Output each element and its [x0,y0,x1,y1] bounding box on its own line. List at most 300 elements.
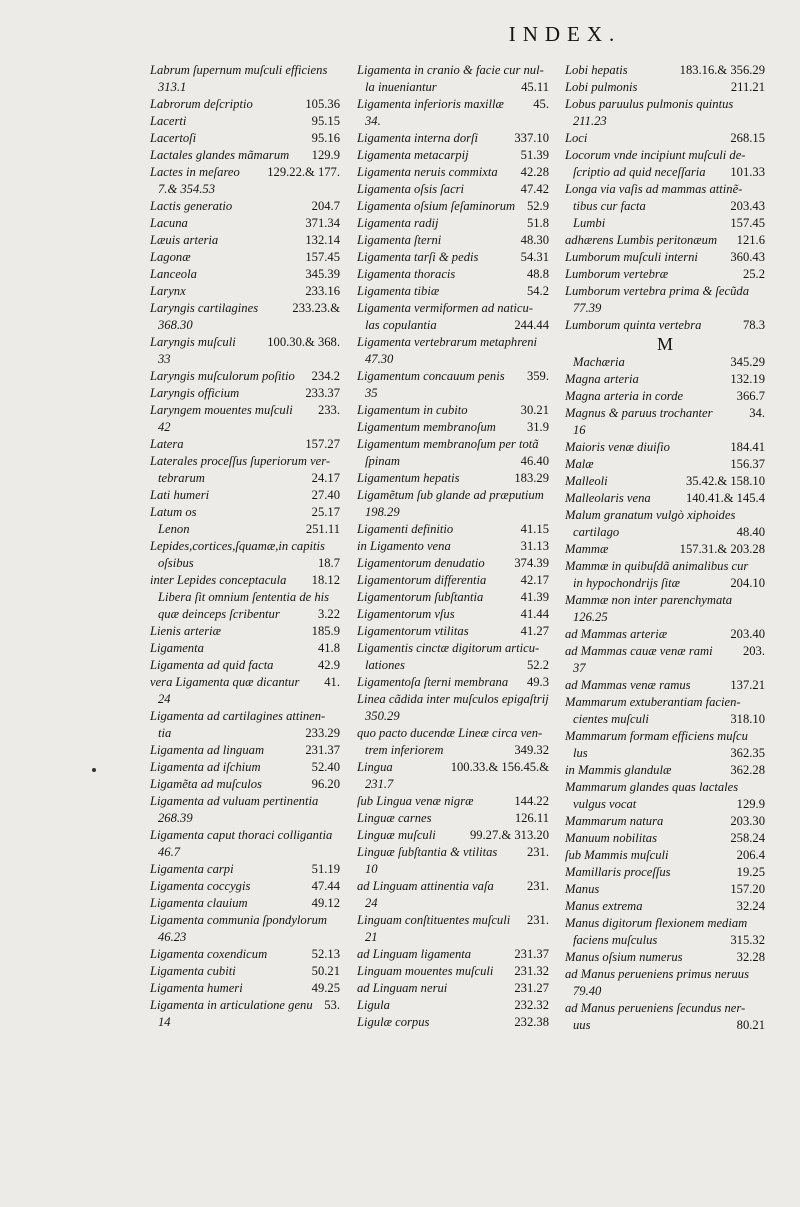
entry-reference: 362.28 [730,763,765,777]
entry-reference: 183.29 [514,471,549,485]
index-entry [357,725,549,742]
entry-reference: 52.13 [311,947,340,961]
entry-reference: 366.7 [736,389,765,403]
index-entry-continuation [357,776,549,793]
entry-term: 35 [365,386,378,400]
index-entry [150,742,340,759]
entry-reference: 203.43 [730,199,765,213]
entry-term: Ligamenta vertebrarum metaphreni [357,335,538,349]
entry-term: quo pacto ducendæ Lineæ circa ven- [357,726,543,740]
entry-reference: 41.15 [520,522,549,536]
index-column-1 [150,62,340,1031]
entry-term: Læuis arteria [150,233,219,247]
entry-reference: 258.24 [730,831,765,845]
entry-reference: 32.28 [736,950,765,964]
entry-term: Ligamentum hepatis [357,471,460,485]
index-entry [150,164,340,181]
index-entry [150,861,340,878]
index-entry-continuation [565,983,765,1000]
index-entry-continuation [357,657,549,674]
entry-reference: 156.37 [730,457,765,471]
index-entry [150,130,340,147]
index-entry-continuation [565,711,765,728]
index-entry [357,793,549,810]
index-entry [565,813,765,830]
entry-reference: 30.21 [520,403,549,417]
entry-term: Ligamenta vermiformen ad naticu- [357,301,533,315]
index-entry [357,232,549,249]
index-entry [565,371,765,388]
entry-reference: 34. [749,406,765,420]
entry-term: in hypochondrijs ſitæ [573,576,681,590]
index-entry [357,96,549,113]
index-entry [150,997,340,1014]
entry-term: 24 [158,692,171,706]
index-entry-continuation [565,215,765,232]
entry-reference: 31.13 [520,539,549,553]
entry-term: las copulantia [365,318,437,332]
entry-term: ad Mammas venæ ramus [565,678,691,692]
entry-term: vulgus vocat [573,797,637,811]
entry-reference: 18.7 [317,556,340,570]
index-entry [565,147,765,164]
entry-term: Ligamenta coxendicum [150,947,268,961]
index-entry [357,283,549,300]
entry-term: Lumborum vertebra prima & ſecũda [565,284,749,298]
index-entry-continuation [565,164,765,181]
entry-term: Ligamentis cinctæ digitorum articu- [357,641,540,655]
index-entry [565,266,765,283]
entry-term: ſub Mammis muſculi [565,848,669,862]
index-entry [565,728,765,745]
index-entry [150,912,340,929]
entry-reference: 345.39 [305,267,340,281]
index-entry [150,300,340,317]
entry-term: Laryngis muſculi [150,335,236,349]
entry-reference: 25.2 [742,267,765,281]
entry-term: Malleolaris vena [565,491,651,505]
entry-term: Ligamentorum differentia [357,573,487,587]
entry-term: Laryngem mouentes muſculi [150,403,293,417]
index-entry [565,317,765,334]
entry-term: Mammarum glandes quas lactales [565,780,739,794]
index-entry-continuation [150,317,340,334]
index-entry [357,538,549,555]
entry-term: Longa via vaſis ad mammas attinẽ- [565,182,743,196]
entry-reference: 233.16 [305,284,340,298]
index-entry [357,589,549,606]
entry-term: Ligamenta radij [357,216,439,230]
entry-reference: 337.10 [514,131,549,145]
entry-term: Lumbi [573,216,606,230]
section-letter: M [656,334,673,354]
entry-reference: 231.32 [514,964,549,978]
index-entry [357,980,549,997]
entry-term: Malum granatum vulgò xiphoides [565,508,736,522]
entry-reference: 105.36 [305,97,340,111]
entry-term: Manus oſsium numerus [565,950,683,964]
entry-term: tebrarum [158,471,205,485]
entry-term: Lobi hepatis [565,63,628,77]
entry-term: Ligamentum membranoſum per totã [357,437,539,451]
index-entry [565,626,765,643]
index-entry-continuation [357,317,549,334]
entry-term: cientes muſculi [573,712,649,726]
index-entry-continuation [150,79,340,96]
entry-reference: 101.33 [730,165,765,179]
entry-reference: 244.44 [514,318,549,332]
entry-reference: 25.17 [311,505,340,519]
entry-term: 368.30 [158,318,193,332]
entry-reference: 268.15 [730,131,765,145]
index-entry-continuation [357,504,549,521]
entry-reference: 157.31.& 203.28 [679,542,765,556]
entry-reference: 51.39 [520,148,549,162]
entry-term: oſsibus [158,556,194,570]
entry-term: 7.& 354.53 [158,182,216,196]
index-entry-continuation [150,1014,340,1031]
entry-reference: 251.11 [305,522,340,536]
index-entry [565,643,765,660]
entry-term: Lanceola [150,267,197,281]
entry-term: Lepides,cortices,ſquamæ,in capitis [150,539,325,553]
entry-reference: 157.27 [305,437,340,451]
entry-reference: 371.34 [305,216,340,230]
entry-reference: 48.30 [520,233,549,247]
index-entry [357,623,549,640]
index-entry [565,96,765,113]
index-entry [357,963,549,980]
entry-term: Magna arteria in corde [565,389,684,403]
index-entry [150,487,340,504]
entry-term: Ligamenta ad cartilagines attinen- [150,709,326,723]
entry-term: Mammarum formam efficiens muſcu [565,729,748,743]
index-entry [150,147,340,164]
entry-reference: 80.21 [736,1018,765,1032]
index-entry [150,946,340,963]
entry-term: 79.40 [573,984,602,998]
entry-reference: 42.9 [317,658,340,672]
index-column-3 [565,62,765,1034]
index-entry [150,640,340,657]
entry-reference: 47.42 [520,182,549,196]
entry-term: Ligamentoſa ſterni membrana [357,675,509,689]
entry-term: Linea cãdida inter muſculos epigaſtrij [357,692,549,706]
entry-term: Manus extrema [565,899,643,913]
entry-term: ad Linguam nerui [357,981,448,995]
index-entry [150,708,340,725]
entry-term: Ligamentum concauum penis [357,369,505,383]
entry-term: Ligamenta ad iſchium [150,760,261,774]
entry-term: 268.39 [158,811,193,825]
index-entry [357,878,549,895]
entry-term: Lumborum quinta vertebra [565,318,702,332]
index-entry-continuation [357,113,549,130]
index-entry [357,606,549,623]
entry-term: Latera [150,437,184,451]
index-entry-continuation [565,300,765,317]
entry-term: trem inferiorem [365,743,444,757]
entry-term: Lacertoſi [150,131,197,145]
entry-term: Laryngis cartilagines [150,301,259,315]
index-entry [565,762,765,779]
entry-term: Linguam conſtituentes muſculi [357,913,511,927]
entry-term: Manus digitorum flexionem mediam [565,916,748,930]
entry-reference: 137.21 [730,678,765,692]
entry-reference: 129.22.& 177. [267,165,340,179]
index-entry-continuation [565,745,765,762]
entry-term: Lingua [357,760,393,774]
index-entry [150,980,340,997]
entry-term: Loci [565,131,588,145]
entry-reference: 183.16.& 356.29 [679,63,765,77]
index-entry [150,759,340,776]
index-entry [565,847,765,864]
entry-reference: 95.15 [311,114,340,128]
index-entry [357,470,549,487]
entry-term: Libera ſit omnium ſententia de his [158,590,330,604]
entry-reference: 42.17 [520,573,549,587]
index-entry-continuation [357,79,549,96]
entry-reference: 48.40 [736,525,765,539]
index-entry-continuation [150,181,340,198]
entry-term: Locorum vnde incipiunt muſculi de- [565,148,746,162]
entry-term: 21 [365,930,378,944]
index-entry-continuation [150,810,340,827]
entry-reference: 41.27 [520,624,549,638]
index-entry-continuation [565,796,765,813]
entry-term: Ligulæ corpus [357,1015,430,1029]
entry-term: ſub Lingua venæ nigræ [357,794,474,808]
entry-reference: 129.9 [736,797,765,811]
index-entry [150,232,340,249]
index-entry [357,334,549,351]
entry-reference: 19.25 [736,865,765,879]
index-entry-continuation [150,606,340,623]
index-entry-continuation [150,691,340,708]
entry-term: lus [573,746,588,760]
entry-term: Lati humeri [150,488,210,502]
entry-term: Linguæ carnes [357,811,432,825]
entry-term: Ligamenta interna dorſi [357,131,479,145]
index-entry-continuation [565,422,765,439]
index-entry-continuation [150,725,340,742]
entry-term: 16 [573,423,586,437]
index-entry [150,827,340,844]
entry-term: Linguæ ſubſtantia & vtilitas [357,845,498,859]
index-entry [150,283,340,300]
index-entry [565,232,765,249]
entry-reference: 54.2 [526,284,549,298]
index-entry [150,385,340,402]
entry-reference: 47.44 [311,879,340,893]
index-entry [565,79,765,96]
entry-term: ad Manus perueniens ſecundus ner- [565,1001,746,1015]
entry-term: 231.7 [365,777,394,791]
entry-term: in Mammis glandulæ [565,763,672,777]
entry-term: Ligamenta clauium [150,896,248,910]
entry-term: Ligamenta in articulatione genu [150,998,313,1012]
entry-term: uus [573,1018,591,1032]
entry-term: Ligamenta metacarpij [357,148,469,162]
entry-term: Machæria [573,355,625,369]
entry-term: Ligamenta ad quid facta [150,658,274,672]
entry-reference: 184.41 [730,440,765,454]
entry-reference: 54.31 [520,250,549,264]
entry-term: ſcriptio ad quid neceſſaria [573,165,706,179]
index-entry-continuation [357,929,549,946]
index-entry [565,507,765,524]
index-entry [565,864,765,881]
margin-spot [92,768,96,772]
index-entry [565,541,765,558]
entry-reference: 45.11 [521,80,549,94]
entry-reference: 99.27.& 313.20 [469,828,549,842]
entry-term: Ligamenta tarſi & pedis [357,250,479,264]
entry-term: tibus cur facta [573,199,646,213]
entry-reference: 41. [324,675,340,689]
index-entry [357,487,549,504]
index-entry [150,657,340,674]
entry-reference: 233.29 [305,726,340,740]
entry-term: Ligamentorum ſubſtantia [357,590,484,604]
entry-reference: 27.40 [311,488,340,502]
entry-reference: 132.14 [305,233,340,247]
index-entry [357,130,549,147]
entry-reference: 231. [526,879,549,893]
index-entry [565,966,765,983]
entry-term: Larynx [150,284,186,298]
entry-reference: 362.35 [730,746,765,760]
entry-reference: 206.4 [736,848,765,862]
entry-term: Laryngis officium [150,386,240,400]
index-entry [565,62,765,79]
entry-reference: 157.20 [730,882,765,896]
index-entry [357,555,549,572]
entry-term: Ligamenta ad linguam [150,743,265,757]
index-entry [357,215,549,232]
entry-term: Labrorum deſcriptio [150,97,253,111]
index-entry [357,844,549,861]
index-entry [565,915,765,932]
entry-term: adhærens Lumbis peritonæum [565,233,718,247]
index-entry-continuation [565,575,765,592]
index-entry [357,1014,549,1031]
index-entry [565,130,765,147]
entry-term: Magnus & paruus trochanter [565,406,713,420]
entry-term: Ligamentorum denudatio [357,556,485,570]
index-entry-continuation [150,929,340,946]
entry-term: Ligamenta oſsis ſacri [357,182,465,196]
entry-term: Malæ [565,457,594,471]
entry-term: Linguam mouentes muſculi [357,964,494,978]
entry-term: ad Manus perueniens primus neruus [565,967,749,981]
entry-term: Ligamenti definitio [357,522,454,536]
index-entry [357,436,549,453]
index-entry [565,490,765,507]
entry-term: 46.23 [158,930,187,944]
entry-term: 211.23 [573,114,607,128]
entry-reference: 203.40 [730,627,765,641]
entry-term: 42 [158,420,171,434]
index-entry [357,419,549,436]
index-entry-continuation [150,589,340,606]
entry-reference: 157.45 [730,216,765,230]
entry-reference: 121.6 [736,233,765,247]
entry-term: 33 [158,352,171,366]
entry-reference: 51.8 [526,216,549,230]
entry-term: faciens muſculus [573,933,658,947]
entry-term: 77.39 [573,301,602,315]
entry-reference: 49.12 [311,896,340,910]
index-entry [565,388,765,405]
entry-reference: 96.20 [311,777,340,791]
entry-term: Ligamentorum vſus [357,607,455,621]
entry-term: quæ deinceps ſcribentur [158,607,280,621]
entry-term: ad Mammas arteriæ [565,627,668,641]
entry-term: Lumborum muſculi interni [565,250,698,264]
entry-term: Ligamenta caput thoraci colligantia [150,828,333,842]
entry-term: Ligamẽta ad muſculos [150,777,262,791]
entry-reference: 204.10 [730,576,765,590]
entry-reference: 318.10 [730,712,765,726]
entry-term: Ligamentum membranoſum [357,420,496,434]
entry-reference: 51.19 [311,862,340,876]
entry-term: Laryngis muſculorum poſitio [150,369,295,383]
entry-term: inter Lepides conceptacula [150,573,287,587]
entry-reference: 211.21 [730,80,765,94]
entry-reference: 32.24 [736,899,765,913]
index-entry [565,439,765,456]
entry-term: ad Linguam ligamenta [357,947,472,961]
entry-term: Ligamenta neruis commixta [357,165,498,179]
index-entry-continuation [357,861,549,878]
entry-term: Lobi pulmonis [565,80,638,94]
entry-term: Ligamenta [150,641,204,655]
entry-term: Labrum ſupernum muſculi efficiens [150,63,328,77]
entry-term: Lacuna [150,216,188,230]
entry-reference: 374.39 [514,556,549,570]
entry-reference: 234.2 [311,369,340,383]
index-entry [357,759,549,776]
entry-term: 47.30 [365,352,394,366]
entry-reference: 185.9 [311,624,340,638]
entry-term: ad Linguam attinentia vaſa [357,879,494,893]
index-entry [150,249,340,266]
index-entry [150,572,340,589]
index-entry [357,691,549,708]
entry-reference: 78.3 [742,318,765,332]
entry-term: 313.1 [158,80,187,94]
entry-reference: 95.16 [311,131,340,145]
index-entry [150,453,340,470]
entry-term: lationes [365,658,405,672]
entry-term: Ligamenta carpi [150,862,234,876]
index-entry [565,456,765,473]
index-entry [150,623,340,640]
entry-reference: 52.2 [526,658,549,672]
index-entry [150,62,340,79]
index-entry [150,266,340,283]
entry-term: Ligamenta tibiæ [357,284,440,298]
entry-term: Lactes in meſareo [150,165,240,179]
entry-term: Malleoli [565,474,608,488]
entry-term: Lobus paruulus pulmonis quintus [565,97,734,111]
entry-reference: 231.37 [305,743,340,757]
entry-reference: 140.41.& 145.4 [685,491,765,505]
index-entry [565,694,765,711]
page-header: INDEX. [508,22,622,46]
